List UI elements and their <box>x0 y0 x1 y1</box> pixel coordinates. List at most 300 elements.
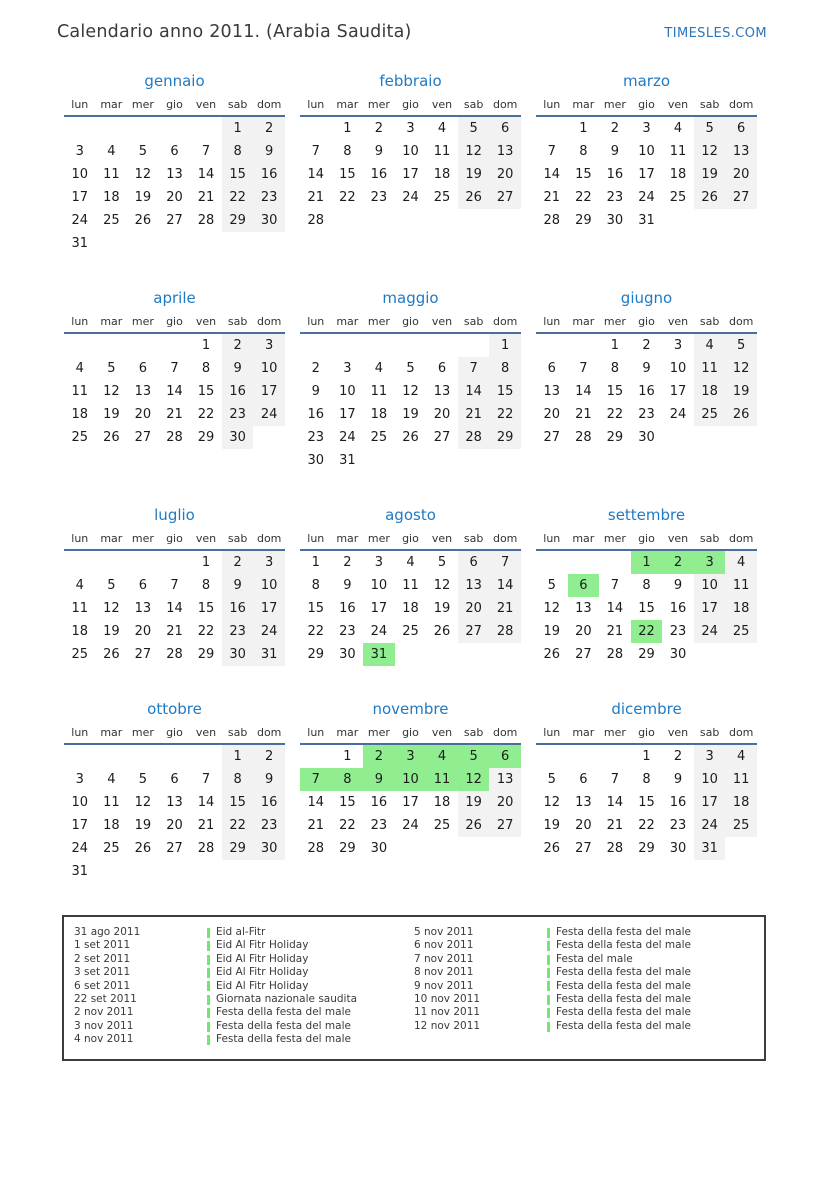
day-cell: 1 <box>222 744 254 768</box>
day-cell: 24 <box>339 430 356 445</box>
day-cell: 16 <box>638 384 655 399</box>
empty-cell <box>300 116 332 140</box>
weekday-header: lun <box>543 532 561 545</box>
day-cell: 5 <box>547 772 556 787</box>
weekday-header: mar <box>336 98 359 111</box>
day-cell: 3 <box>75 772 84 787</box>
day-cell: 4 <box>426 744 458 768</box>
empty-cell <box>568 550 600 574</box>
weekday-header: sab <box>227 532 248 545</box>
holiday-marker-icon <box>207 955 210 965</box>
day-cell: 21 <box>606 624 624 639</box>
day-cell: 22 <box>339 818 356 833</box>
day-cell: 16 <box>253 163 285 186</box>
week-row <box>536 550 757 574</box>
day-cell: 21 <box>458 403 490 426</box>
holiday-marker-icon <box>547 928 550 938</box>
weekday-header: gio <box>638 532 655 545</box>
day-cell: 13 <box>543 384 561 399</box>
day-cell: 12 <box>134 167 152 182</box>
day-cell: 15 <box>339 167 356 182</box>
day-cell: 27 <box>134 647 152 662</box>
day-cell: 31 <box>363 643 395 666</box>
empty-cell <box>253 860 285 883</box>
day-cell: 17 <box>669 384 687 399</box>
weekday-header: sab <box>463 726 484 739</box>
legend-entry <box>414 953 754 966</box>
week-row <box>64 643 285 666</box>
day-cell: 10 <box>71 795 89 810</box>
day-cell: 25 <box>725 620 757 643</box>
day-cell: 4 <box>374 361 384 376</box>
day-cell: 19 <box>134 190 152 205</box>
day-cell: 8 <box>642 772 651 787</box>
empty-cell <box>159 232 191 255</box>
week-row <box>536 163 757 186</box>
day-cell: 22 <box>631 620 663 643</box>
brand-link[interactable]: TIMESLES.COM <box>664 26 767 41</box>
legend-date: 12 nov 2011 <box>414 1019 481 1032</box>
legend-entry <box>74 953 414 966</box>
empty-cell <box>426 209 458 232</box>
weekday-header: mar <box>572 532 595 545</box>
day-cell: 23 <box>638 407 655 422</box>
week-row <box>536 380 757 403</box>
day-cell: 27 <box>166 213 183 228</box>
empty-cell <box>536 333 568 357</box>
legend-date: 8 nov 2011 <box>414 966 474 979</box>
day-cell: 16 <box>222 597 254 620</box>
day-cell: 17 <box>694 597 726 620</box>
day-cell: 29 <box>638 841 655 856</box>
empty-cell <box>363 449 395 472</box>
day-cell: 23 <box>253 186 285 209</box>
week-row <box>64 403 285 426</box>
day-cell: 11 <box>725 768 757 791</box>
day-cell: 15 <box>339 795 356 810</box>
empty-cell <box>458 643 490 666</box>
day-cell: 28 <box>575 430 592 445</box>
day-cell: 30 <box>669 647 687 662</box>
empty-cell <box>458 837 490 860</box>
day-cell: 20 <box>134 624 152 639</box>
day-cell: 10 <box>694 574 726 597</box>
day-cell: 27 <box>166 841 183 856</box>
day-cell: 13 <box>725 140 757 163</box>
month-aprile <box>64 289 285 472</box>
day-cell: 22 <box>575 190 592 205</box>
day-cell: 6 <box>579 772 588 787</box>
day-cell: 17 <box>71 190 89 205</box>
day-cell: 15 <box>222 163 254 186</box>
day-cell: 28 <box>166 430 183 445</box>
day-cell: 20 <box>575 818 592 833</box>
day-cell: 10 <box>694 768 726 791</box>
empty-cell <box>363 209 395 232</box>
day-cell: 7 <box>311 144 320 159</box>
day-cell: 11 <box>402 578 419 593</box>
day-cell: 8 <box>311 578 320 593</box>
legend-entry <box>74 966 414 979</box>
day-cell: 25 <box>725 814 757 837</box>
day-cell: 23 <box>253 814 285 837</box>
day-cell: 24 <box>638 190 655 205</box>
day-cell: 29 <box>606 430 624 445</box>
day-cell: 5 <box>138 144 148 159</box>
legend-label: Festa della festa del male <box>556 966 691 979</box>
day-cell: 16 <box>307 407 325 422</box>
day-cell: 13 <box>458 574 490 597</box>
day-cell: 16 <box>669 601 687 616</box>
weekday-header: lun <box>543 726 561 739</box>
day-cell: 26 <box>458 814 490 837</box>
weekday-header: lun <box>307 315 325 328</box>
week-row <box>300 791 521 814</box>
legend-date: 22 set 2011 <box>74 993 137 1006</box>
legend-entry <box>414 1020 754 1033</box>
day-cell: 6 <box>458 550 490 574</box>
day-cell: 7 <box>170 578 179 593</box>
legend-label: Festa della festa del male <box>556 939 691 952</box>
legend-entry <box>74 1020 414 1033</box>
weekday-header: mar <box>572 315 595 328</box>
day-cell: 28 <box>307 213 325 228</box>
day-cell: 2 <box>363 744 395 768</box>
weekday-header: dom <box>256 726 282 739</box>
legend-box <box>62 915 766 1061</box>
legend-entry <box>414 980 754 993</box>
day-cell: 16 <box>339 601 356 616</box>
month-gennaio <box>64 72 285 255</box>
empty-cell <box>426 837 458 860</box>
legend-entry <box>414 966 754 979</box>
day-cell: 14 <box>606 795 624 810</box>
day-cell: 20 <box>458 597 490 620</box>
empty-cell <box>395 643 427 666</box>
empty-cell <box>96 550 128 574</box>
day-cell: 4 <box>437 121 447 136</box>
day-cell: 7 <box>489 550 521 574</box>
day-cell: 16 <box>222 380 254 403</box>
day-cell: 1 <box>201 555 211 570</box>
weekday-header: ven <box>431 726 453 739</box>
empty-cell <box>222 860 254 883</box>
day-cell: 20 <box>543 407 561 422</box>
empty-cell <box>300 744 332 768</box>
day-cell: 19 <box>543 624 561 639</box>
empty-cell <box>96 116 128 140</box>
day-cell: 24 <box>253 620 285 643</box>
day-cell: 10 <box>395 768 427 791</box>
day-cell: 19 <box>433 601 451 616</box>
legend-label: Eid al-Fitr <box>216 926 266 938</box>
day-cell: 30 <box>253 837 285 860</box>
day-cell: 13 <box>575 601 592 616</box>
month-title: marzo <box>622 72 671 90</box>
day-cell: 25 <box>103 213 120 228</box>
day-cell: 20 <box>489 163 521 186</box>
month-title: gennaio <box>144 72 205 90</box>
empty-cell <box>96 860 128 883</box>
weekday-header: mer <box>367 532 390 545</box>
day-cell: 1 <box>631 550 663 574</box>
day-cell: 8 <box>332 768 364 791</box>
legend-label: Eid Al Fitr Holiday <box>216 966 309 979</box>
empty-cell <box>489 837 521 860</box>
day-cell: 4 <box>75 361 84 376</box>
day-cell: 6 <box>725 116 757 140</box>
legend-date: 11 nov 2011 <box>414 1006 481 1019</box>
day-cell: 15 <box>489 380 521 403</box>
day-cell: 22 <box>307 624 325 639</box>
week-row <box>64 209 285 232</box>
day-cell: 8 <box>201 361 211 376</box>
empty-cell <box>127 116 159 140</box>
holiday-marker-icon <box>547 995 550 1005</box>
weekday-header: lun <box>307 98 325 111</box>
day-cell: 19 <box>103 407 120 422</box>
day-cell: 23 <box>307 430 325 445</box>
week-row <box>300 426 521 449</box>
weekday-header: sab <box>227 98 248 111</box>
day-cell: 14 <box>197 167 215 182</box>
month-luglio <box>64 506 285 666</box>
day-cell: 8 <box>222 768 254 791</box>
day-cell: 31 <box>694 837 726 860</box>
day-cell: 12 <box>694 140 726 163</box>
weekday-header: ven <box>195 98 217 111</box>
week-row <box>300 550 521 574</box>
day-cell: 24 <box>402 818 419 833</box>
day-cell: 21 <box>543 190 561 205</box>
day-cell: 7 <box>610 578 620 593</box>
weekday-header: ven <box>431 532 453 545</box>
day-cell: 18 <box>71 407 89 422</box>
day-cell: 2 <box>253 744 285 768</box>
day-cell: 9 <box>673 772 683 787</box>
week-row <box>64 860 285 883</box>
legend-date: 1 set 2011 <box>74 939 131 952</box>
day-cell: 6 <box>547 361 556 376</box>
empty-cell <box>662 426 694 449</box>
day-cell: 5 <box>437 555 447 570</box>
weekday-header: gio <box>638 315 655 328</box>
month-title: ottobre <box>147 700 202 718</box>
day-cell: 3 <box>694 744 726 768</box>
day-cell: 11 <box>370 384 388 399</box>
day-cell: 5 <box>725 333 757 357</box>
day-cell: 15 <box>606 384 624 399</box>
day-cell: 9 <box>222 357 254 380</box>
legend-date: 3 set 2011 <box>74 966 131 979</box>
holiday-marker-icon <box>207 928 210 938</box>
week-row <box>64 837 285 860</box>
day-cell: 5 <box>406 361 415 376</box>
day-cell: 9 <box>642 361 651 376</box>
empty-cell <box>159 333 191 357</box>
day-cell: 8 <box>201 578 211 593</box>
day-cell: 11 <box>103 795 120 810</box>
legend-entry <box>414 1006 754 1019</box>
day-cell: 22 <box>489 403 521 426</box>
weekday-header: ven <box>667 98 689 111</box>
day-cell: 28 <box>489 620 521 643</box>
day-cell: 7 <box>458 357 490 380</box>
legend-label: Giornata nazionale saudita <box>216 993 358 1006</box>
day-cell: 6 <box>170 144 179 159</box>
day-cell: 6 <box>489 116 521 140</box>
month-title: febbraio <box>379 72 442 90</box>
day-cell: 5 <box>547 578 556 593</box>
month-table <box>300 724 521 860</box>
day-cell: 31 <box>253 643 285 666</box>
day-cell: 3 <box>395 744 427 768</box>
weekday-header: dom <box>492 726 518 739</box>
legend-label: Eid Al Fitr Holiday <box>216 939 309 952</box>
day-cell: 5 <box>107 578 116 593</box>
day-cell: 17 <box>694 791 726 814</box>
empty-cell <box>725 209 757 232</box>
day-cell: 16 <box>370 167 388 182</box>
weekday-header: mar <box>572 726 595 739</box>
day-cell: 11 <box>71 601 89 616</box>
holiday-marker-icon <box>547 1008 550 1018</box>
day-cell: 27 <box>575 647 592 662</box>
day-cell: 31 <box>638 213 655 228</box>
weekday-header: lun <box>71 726 89 739</box>
day-cell: 7 <box>579 361 588 376</box>
day-cell: 27 <box>489 186 521 209</box>
day-cell: 1 <box>579 121 588 136</box>
week-row <box>300 744 521 768</box>
week-row <box>536 837 757 860</box>
months-grid <box>64 72 827 883</box>
legend-label: Festa della festa del male <box>216 1019 351 1032</box>
day-cell: 1 <box>222 116 254 140</box>
day-cell: 11 <box>669 144 687 159</box>
legend-date: 10 nov 2011 <box>414 993 481 1006</box>
weekday-header: lun <box>71 315 89 328</box>
empty-cell <box>599 744 631 768</box>
week-row <box>300 116 521 140</box>
week-row <box>536 643 757 666</box>
week-row <box>536 814 757 837</box>
month-title: luglio <box>154 506 195 524</box>
holiday-marker-icon <box>207 941 210 951</box>
legend-date: 3 nov 2011 <box>74 1019 134 1032</box>
day-cell: 13 <box>134 601 152 616</box>
week-row <box>536 574 757 597</box>
day-cell: 3 <box>253 550 285 574</box>
month-dicembre <box>536 700 757 883</box>
day-cell: 20 <box>166 190 183 205</box>
weekday-header: dom <box>728 315 754 328</box>
day-cell: 26 <box>458 186 490 209</box>
day-cell: 24 <box>694 814 726 837</box>
legend-date: 6 nov 2011 <box>414 939 474 952</box>
holiday-marker-icon <box>207 981 210 991</box>
holiday-marker-icon <box>547 968 550 978</box>
weekday-header: dom <box>728 532 754 545</box>
day-cell: 3 <box>253 333 285 357</box>
empty-cell <box>458 449 490 472</box>
day-cell: 13 <box>166 167 183 182</box>
day-cell: 17 <box>71 818 89 833</box>
day-cell: 21 <box>489 597 521 620</box>
month-maggio <box>300 289 521 472</box>
day-cell: 15 <box>222 791 254 814</box>
empty-cell <box>426 449 458 472</box>
month-title: dicembre <box>611 700 682 718</box>
legend-date: 5 nov 2011 <box>414 926 474 938</box>
day-cell: 29 <box>197 647 215 662</box>
week-row <box>300 620 521 643</box>
weekday-header: dom <box>256 532 282 545</box>
day-cell: 10 <box>402 144 419 159</box>
day-cell: 26 <box>134 213 152 228</box>
empty-cell <box>694 209 726 232</box>
empty-cell <box>253 426 285 449</box>
day-cell: 10 <box>370 578 388 593</box>
day-cell: 18 <box>433 795 451 810</box>
day-cell: 15 <box>638 601 655 616</box>
weekday-header: mer <box>603 315 626 328</box>
empty-cell <box>395 837 427 860</box>
weekday-header: mar <box>336 726 359 739</box>
empty-cell <box>64 116 96 140</box>
legend-label: Festa del male <box>556 952 633 965</box>
empty-cell <box>253 232 285 255</box>
day-cell: 30 <box>339 647 356 662</box>
legend-entry <box>74 939 414 952</box>
day-cell: 10 <box>71 167 89 182</box>
weekday-header: mar <box>336 532 359 545</box>
day-cell: 7 <box>547 144 556 159</box>
day-cell: 1 <box>610 338 620 353</box>
month-febbraio <box>300 72 521 255</box>
month-table <box>536 530 757 666</box>
empty-cell <box>568 744 600 768</box>
day-cell: 6 <box>568 574 600 597</box>
weekday-header: gio <box>402 315 419 328</box>
empty-cell <box>159 116 191 140</box>
day-cell: 22 <box>606 407 624 422</box>
weekday-header: mer <box>367 315 390 328</box>
day-cell: 25 <box>433 190 451 205</box>
week-row <box>300 643 521 666</box>
month-agosto <box>300 506 521 666</box>
day-cell: 13 <box>433 384 451 399</box>
day-cell: 1 <box>201 338 211 353</box>
week-row <box>536 186 757 209</box>
weekday-header: gio <box>402 532 419 545</box>
weekday-header: dom <box>492 532 518 545</box>
day-cell: 22 <box>222 814 254 837</box>
weekday-header: gio <box>166 726 183 739</box>
day-cell: 29 <box>638 647 655 662</box>
week-row <box>64 380 285 403</box>
day-cell: 30 <box>370 841 388 856</box>
day-cell: 24 <box>694 620 726 643</box>
day-cell: 14 <box>543 167 561 182</box>
day-cell: 18 <box>725 597 757 620</box>
empty-cell <box>300 333 332 357</box>
day-cell: 20 <box>433 407 451 422</box>
day-cell: 30 <box>307 453 325 468</box>
day-cell: 16 <box>370 795 388 810</box>
weekday-header: dom <box>492 315 518 328</box>
empty-cell <box>395 333 427 357</box>
